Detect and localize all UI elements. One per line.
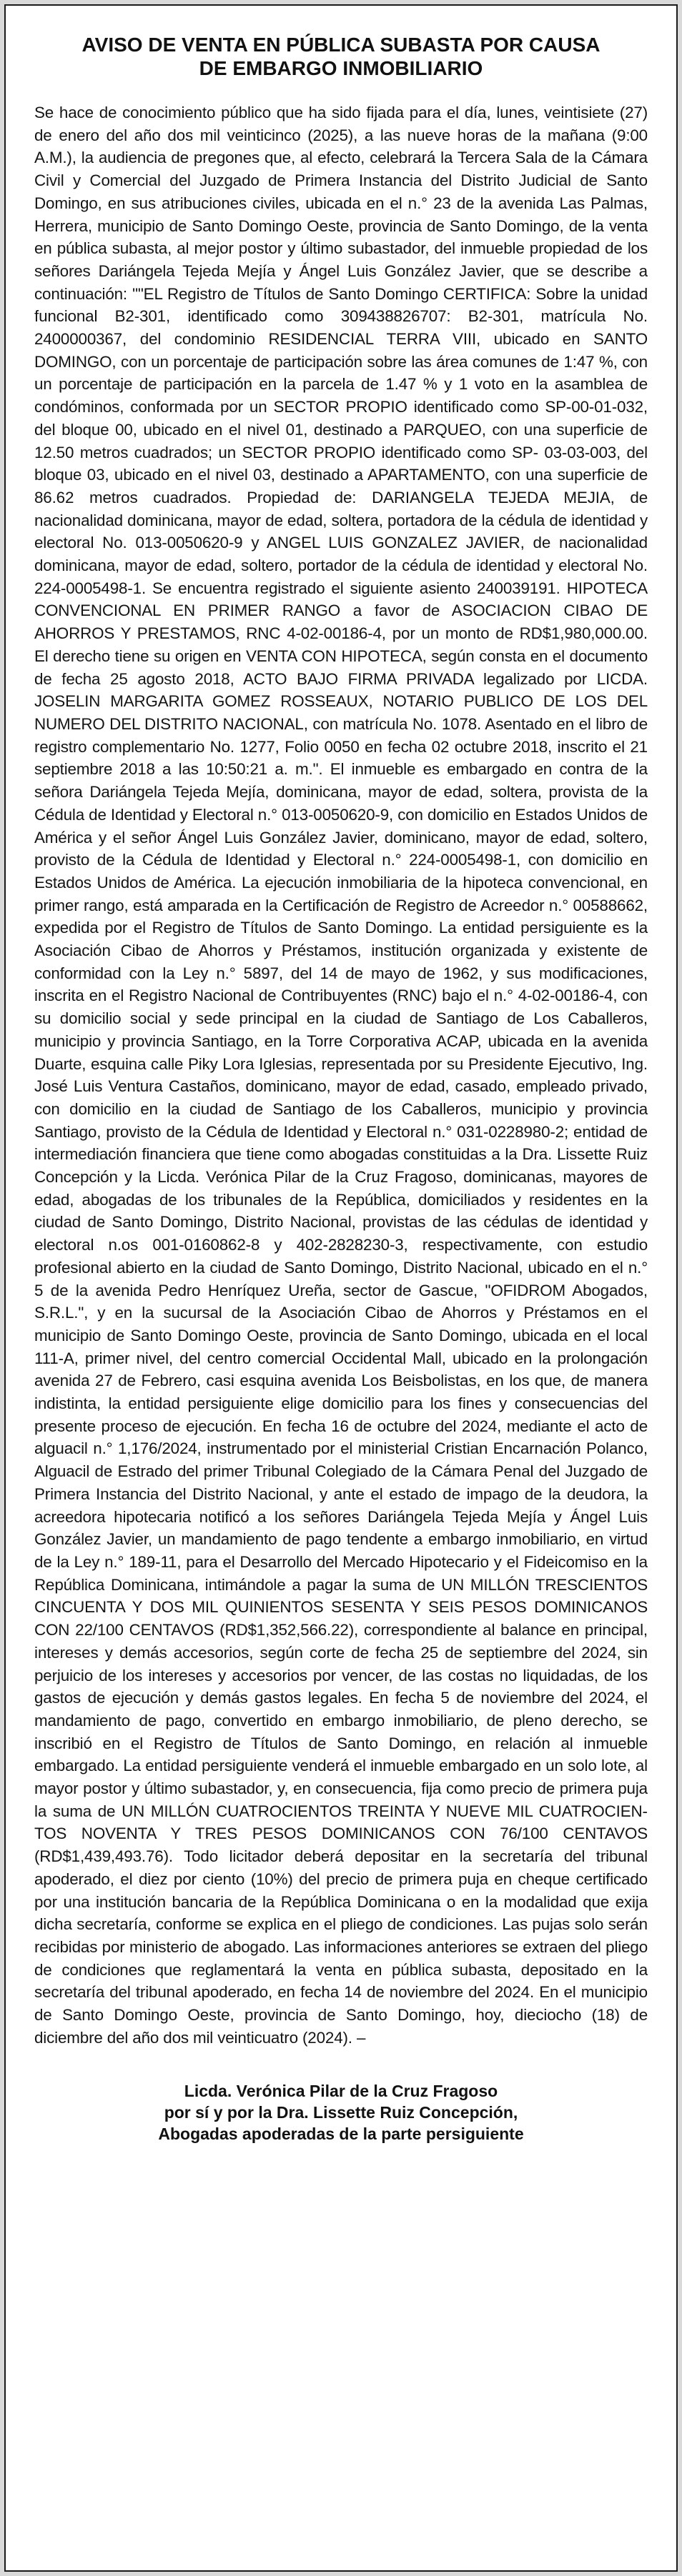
notice-title-line-1: AVISO DE VENTA EN PÚBLICA SUBASTA POR CAUSA <box>81 34 601 56</box>
notice-body: Se hace de conocimiento público que ha sido fijada para el día, lunes, veintisiete (27) de enero del año dos mil veinticinco (2025), a las nueve horas de la mañana (9:00 A.M.), la audiencia de pregones que, al efecto, celebrará la Tercera Sala de la Cámara Civil y Comercial del Juzgado de Primera Instancia del Distrito Judicial de Santo Domingo, en sus atribuciones civiles, ubicada en el n.° 23 de la avenida Las Palmas, Herrera, municipio de Santo Domingo Oeste, provincia de Santo Domingo, de la venta en pública subasta, al mejor postor y último subastador, del inmueble propiedad de los señores Dariángela Tejeda Mejía y Ángel Luis González Javier, que se describe a continuación: ""EL Registro de Títulos de Santo Domingo CERTIFICA: Sobre la unidad funcional B2-301, identificado como 309438826707: B2-301, matrícula No. 2400000367, del condominio RESIDENCIAL TERRA VIII, ubicado en SANTO DOMINGO, con un porcentaje de participación sobre las área comunes de 1:47 %, con un porcentaje de participación en la parcela de 1.47 % y 1 voto en la asamblea de condóminos, conformada por un SECTOR PROPIO identificado como SP-00-01-032, del bloque 00, ubicado en el nivel 01, destinado a PARQUEO, con una superficie de 12.50 metros cuadrados; un SECTOR PROPIO identificado como SP- 03-03-003, del bloque 03, ubicado en el nivel 03, destinado a APARTAMENTO, con una superficie de 86.62 metros cuadrados. Propiedad de: DARIANGELA TEJEDA MEJIA, de nacionalidad dominicana, mayor de edad, soltera, portadora de la cédula de identidad y electoral No. 013-0050620-9 y ANGEL LUIS GONZALEZ JAVIER, de nacionalidad dominicana, mayor de edad, soltero, portador de la cédula de identidad y electoral No. 224-0005498-1. Se encuentra registrado el siguiente asiento 240039191. HIPOTECA CONVENCIONAL EN PRIMER RANGO a favor de ASOCIACION CIBAO DE AHORROS Y PRESTAMOS, RNC 4-02-00186-4, por un monto de RD$1,980,000.00. El derecho tiene su origen en VENTA CON HIPOTECA, según consta en el documento de fecha 25 agosto 2018, ACTO BAJO FIRMA PRIVADA legalizado por LICDA. JOSELIN MARGARITA GOMEZ ROSSEAUX, NOTARIO PUBLICO DE LOS DEL NUMERO DEL DISTRITO NACIONAL, con matrícula No. 1078. Asentado en el libro de registro complementario No. 1277, Folio 0050 en fecha 02 octubre 2018, inscrito el 21 septiembre 2018 a las 10:50:21 a. m.". El inmueble es embargado en contra de la señora Dariángela Tejeda Mejía, dominicana, mayor de edad, soltera, provista de la Cédula de Identidad y Electoral n.° 013-0050620-9, con domicilio en Estados Unidos de América y el señor Ángel Luis González Javier, dominicano, mayor de edad, soltero, provisto de la Cédula de Identidad y Electoral n.° 224-0005498-1, con domicilio en Estados Unidos de América. La ejecución inmobiliaria de la hipoteca convencional, en primer rango, está amparada en la Certificación de Registro de Acreedor n.° 00588662, expedida por el Registro de Títulos de Santo Domingo. La entidad persiguiente es la Asociación Cibao de Ahorros y Préstamos, institución organizada y existente de conformidad con la Ley n.° 5897, del 14 de mayo de 1962, y sus modificaciones, inscrita en el Registro Nacional de Contribuyentes (RNC) bajo el n.° 4-02-00186-4, con su domicilio social y sede principal en la ciudad de Santiago de Los Caballeros, municipio y provincia Santiago, en la Torre Corporativa ACAP, ubicada en la avenida Duarte, esquina calle Piky Lora Iglesias, representada por su Presidente Ejecutivo, Ing. José Luis Ventura Castaños, dominicano, mayor de edad, casado, empleado privado, con domicilio en la ciudad de Santiago de los Caballeros, municipio y provincia Santiago, provisto de la Cédula de Identidad y Electoral n.° 031-0228980-2; entidad de intermediación financiera que tiene como abogadas constituidas a la Dra. Lissette Ruiz Concepción y la Licda. Verónica Pilar de la Cruz Fragoso, dominicanas, mayores de edad, abogadas de los tribunales de la República, domiciliados y residentes en la ciudad de Santo Domingo, Distrito Nacional, provistas de las cédulas de identidad y electoral n.os 001-0160862-8 y 402-2828230-3, respectivamente, con estudio profesional abierto en la ciudad de Santo Domingo, Distrito Nacional, ubicado en el n.° 5 de la avenida Pedro Henríquez Ureña, sector de Gascue, "OFIDROM Abogados, S.R.L.", y en la sucursal de la Asociación Cibao de Ahorros y Préstamos en el municipio de Santo Domingo Oeste, provincia de Santo Domingo, ubicada en el local 111-A, primer nivel, del centro comercial Occidental Mall, ubicado en la prolongación avenida 27 de Febrero, casi esquina avenida Los Beisbolistas, en los que, de manera indistinta, la entidad persiguiente elige domicilio para los fines y consecuencias del presente proceso de ejecución. En fecha 16 de octubre del 2024, mediante el acto de alguacil n.° 1,176/2024, instrumentado por el ministerial Cristian Encarnación Polanco, Alguacil de Estrado del primer Tribunal Colegiado de la Cámara Penal del Juzgado de Primera Instancia del Distrito Nacional, y ante el estado de impago de la deudora, la acreedora hipotecaria notificó a los señores Dariángela Tejeda Mejía y Ángel Luis González Javier, un mandamiento de pago tendente a embargo inmobiliario, en virtud de la Ley n.° 189-11, para el Desarrollo del Mercado Hipotecario y el Fideicomiso en la República Dominicana, intimándole a pagar la suma de UN MILLÓN TRESCIENTOS CINCUENTA Y DOS MIL QUINIENTOS SESENTA Y SEIS PESOS DOMINICANOS CON 22/100 CENTAVOS (RD$1,352,566.22), correspondiente al balance en principal, intereses y demás accesorios, según corte de fecha 25 de septiembre del 2024, sin perjuicio de los intereses y accesorios por vencer, de las costas no liquidadas, de los gastos de ejecución y demás gastos legales. En fecha 5 de noviembre del 2024, el mandamiento de pago, convertido en embargo inmobiliario, de pleno derecho, se inscribió en el Registro de Títulos de Santo Domingo, en relación al inmueble embargado. La entidad persiguiente venderá el inmueble embargado en un solo lote, al mayor postor y último subastador, y, en consecuencia, fija como precio de primera puja la suma de UN MILLÓN CUATROCIENTOS TREINTA Y NUEVE MIL CUATROCIENTOS NOVENTA Y TRES PESOS DOMINICANOS CON 76/100 CENTAVOS (RD$1,439,493.76). Todo licitador deberá depositar en la secretaría del tribunal apoderado, el diez por ciento (10%) del precio de primera puja en cheque certificado por una institución bancaria de la República Dominicana o en la modalidad que exija dicha secretaría, conforme se explica en el pliego de condiciones. Las pujas solo serán recibidas por ministerio de abogado. Las informaciones anteriores se extraen del pliego de condiciones que reglamentará la venta en pública subasta, depositado en la secretaría del tribunal apoderado, en fecha 14 de noviembre del 2024. En el municipio de Santo Domingo Oeste, provincia de Santo Domingo, hoy, dieciocho (18) de diciembre del año dos mil veinticuatro (2024). – <box>34 104 648 2047</box>
legal-notice <box>4 4 678 2572</box>
notice-title-line-2: DE EMBARGO INMOBILIARIO <box>199 57 483 79</box>
signature-line-1: Licda. Verónica Pilar de la Cruz Fragoso <box>184 2082 498 2101</box>
signature-block <box>34 2080 648 2145</box>
signature-line-3: Abogadas apoderadas de la parte persiguiente <box>158 2125 524 2144</box>
signature-line-2: por sí y por la Dra. Lissette Ruiz Concepción, <box>164 2103 518 2122</box>
notice-title <box>34 33 648 80</box>
